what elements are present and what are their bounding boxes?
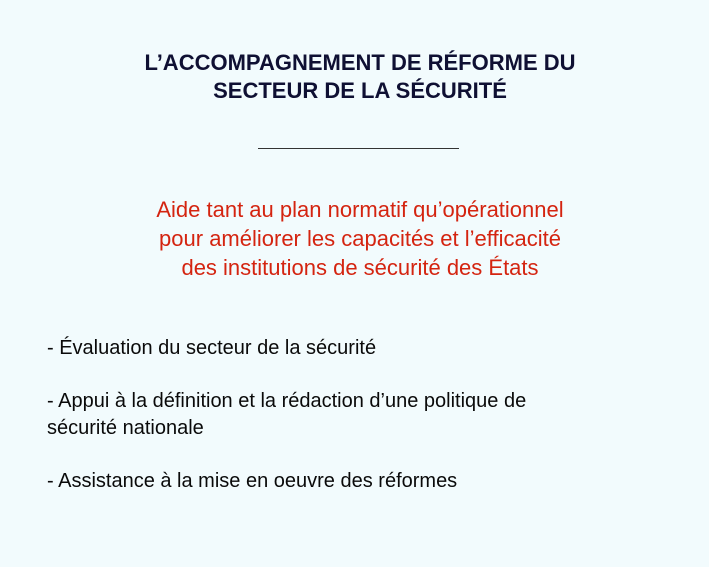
slide-subtitle-line-2: pour améliorer les capacités et l’efficacité xyxy=(159,226,561,251)
bullet-item-text-continued: sécurité nationale xyxy=(47,417,204,439)
slide-title-line-1: L’ACCOMPAGNEMENT DE RÉFORME DU xyxy=(144,50,576,75)
slide-title-line-2: SECTEUR DE LA SÉCURITÉ xyxy=(213,78,507,103)
slide-title xyxy=(40,49,680,105)
bullet-item-evaluation xyxy=(47,335,667,362)
bullet-list xyxy=(47,335,667,521)
bullet-item-politique xyxy=(47,388,667,442)
bullet-item-text: - Assistance à la mise en oeuvre des réformes xyxy=(47,470,458,492)
title-divider xyxy=(258,148,459,149)
bullet-item-assistance xyxy=(47,468,667,495)
bullet-item-text: - Évaluation du secteur de la sécurité xyxy=(47,337,377,359)
bullet-item-text: - Appui à la définition et la rédaction d’une politique de xyxy=(47,390,527,412)
slide-subtitle-line-3: des institutions de sécurité des États xyxy=(181,255,539,280)
slide-subtitle-line-1: Aide tant au plan normatif qu’opérationnel xyxy=(156,197,564,222)
slide-subtitle xyxy=(40,195,680,282)
